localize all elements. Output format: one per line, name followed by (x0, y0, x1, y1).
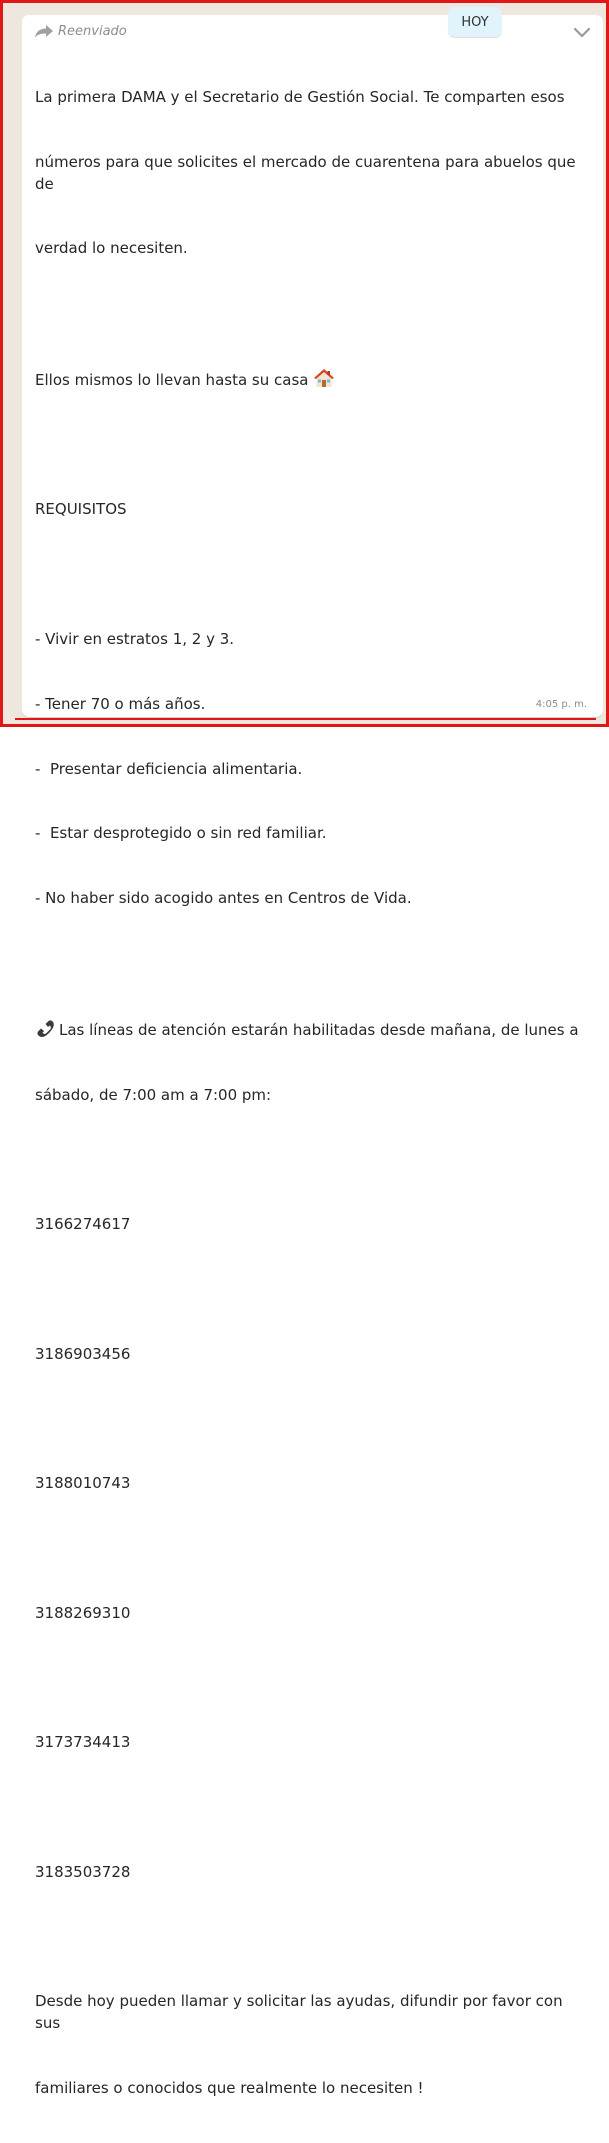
forward-arrow-icon (34, 24, 54, 38)
message-line: familiares o conocidos que realmente lo necesiten ! (35, 2078, 424, 2097)
message-line (35, 953, 580, 975)
phone-number: 3166274617 (35, 1215, 131, 1234)
message-line (35, 1279, 580, 1301)
phone-number: 3183503728 (35, 1862, 131, 1881)
forwarded-label: Reenviado (58, 23, 127, 39)
message-line: sábado, de 7:00 am a 7:00 pm: (35, 1085, 272, 1104)
message-line: números para que solicites el mercado de cuarentena para abuelos que de (35, 152, 581, 193)
message-line-with-house (35, 368, 580, 392)
message-line: La primera DAMA y el Secretario de Gestión Social. Te comparten esos (35, 88, 565, 107)
message-line (35, 303, 580, 325)
message-text (35, 44, 580, 2143)
message-line: REQUISITOS (35, 500, 127, 519)
forwarded-indicator (34, 20, 127, 42)
message-line (35, 435, 580, 457)
message-line: Las líneas de atención estarán habilitadas desde mañana, de lunes a (59, 1020, 579, 1039)
message-line: verdad lo necesiten. (35, 239, 188, 258)
phone-number: 3173734413 (35, 1733, 131, 1752)
requirement-item: - No haber sido acogido antes en Centros de Vida. (35, 889, 412, 908)
frame-bottom-line (15, 718, 596, 720)
message-line (35, 1927, 580, 1949)
message-line (35, 1149, 580, 1171)
message-line (35, 564, 580, 586)
date-badge-label: HOY (461, 14, 489, 30)
phone-number: 3186903456 (35, 1344, 131, 1363)
phone-number: 3188010743 (35, 1474, 131, 1493)
phone-number: 3188269310 (35, 1603, 131, 1622)
message-line: Ellos mismos lo llevan hasta su casa (35, 370, 309, 389)
telephone-icon (35, 1018, 57, 1038)
message-line (35, 1538, 580, 1560)
message-line-with-phone (35, 1018, 580, 1042)
message-timestamp: 4:05 p. m. (535, 699, 587, 710)
date-badge (448, 7, 502, 37)
message-line (35, 1408, 580, 1430)
requirement-item: - Vivir en estratos 1, 2 y 3. (35, 630, 235, 649)
message-line: Desde hoy pueden llamar y solicitar las ayudas, difundir por favor con sus (35, 1992, 568, 2033)
requirement-item: - Presentar deficiencia alimentaria. (35, 759, 303, 778)
message-line (35, 1797, 580, 1819)
chevron-down-icon[interactable] (572, 23, 592, 43)
requirement-item: - Estar desprotegido o sin red familiar. (35, 824, 327, 843)
message-line (35, 1668, 580, 1690)
requirement-item: - Tener 70 o más años. (35, 694, 206, 713)
house-icon (313, 368, 335, 388)
